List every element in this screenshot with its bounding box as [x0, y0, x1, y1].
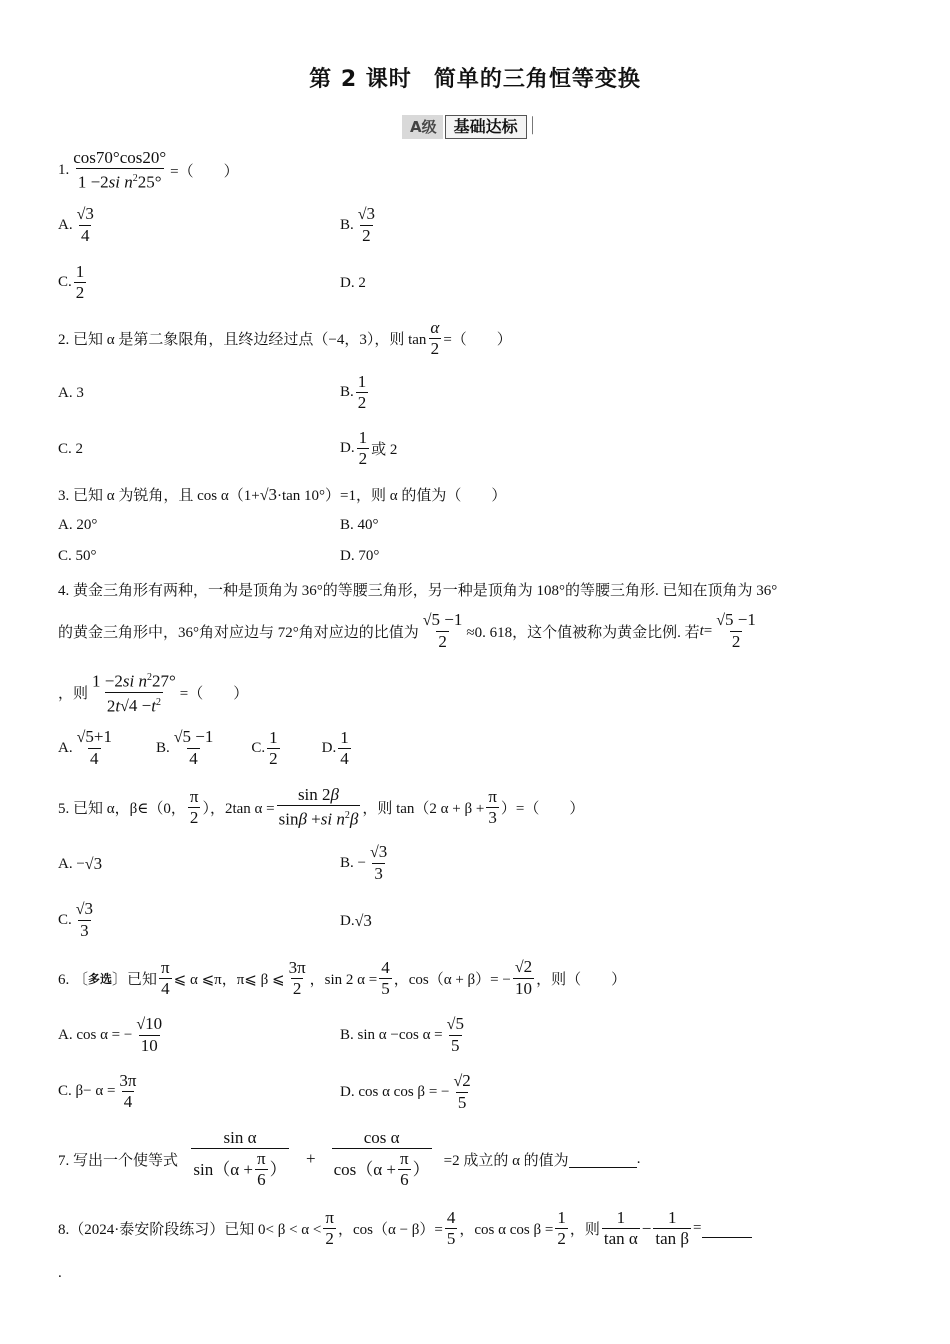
q4-b-den: 4 [189, 749, 198, 768]
q6-option-d [340, 1071, 475, 1113]
q4-t: t [699, 622, 704, 639]
q5-d-label: D. [340, 912, 355, 929]
q4-den-a: 2 [106, 696, 116, 716]
q6-b-rad: √ 5 [445, 1014, 466, 1035]
q5-d-rad: √ 3 [355, 911, 372, 931]
q4-num-sin: si n [122, 671, 147, 691]
q7-pre: 7. 写出一个使等式 [58, 1152, 179, 1169]
q6-s-den: 5 [381, 978, 390, 998]
q4-a-rad: √ 5 [77, 727, 94, 746]
q6-multi-select-tag: 多选 [88, 971, 113, 986]
q2-option-d [340, 428, 397, 469]
q7-f1-pi-den: 6 [257, 1170, 266, 1189]
q3-pre: 3. 已知 α 为锐角，且 cos α（1+ [58, 488, 260, 504]
q1-den-sup: 2 [132, 173, 138, 184]
q6-c-den: 4 [123, 1092, 133, 1111]
q6-b-frac [445, 1014, 466, 1056]
q4-main-frac [90, 668, 178, 717]
q4-d-label: D. [321, 739, 337, 756]
q4-b-minus: −1 [191, 727, 214, 746]
q4-d-frac [338, 728, 351, 769]
q1-a-rad: √ 3 [75, 204, 96, 225]
q5-den-beta: β [298, 809, 307, 829]
q5-pi-den: 2 [189, 807, 199, 827]
badge-label: 基础达标 [445, 115, 527, 139]
title-topic: 简单的三角恒等变换 [433, 67, 641, 92]
q8-a-num: 1 [616, 1208, 626, 1227]
q1-den-b: 25° [137, 172, 162, 192]
q1-denominator [76, 168, 164, 193]
q4-line2-mid: ≈0. 618，这个值被称为黄金比例. 若 [466, 624, 700, 641]
q7-f1-den [191, 1148, 288, 1190]
q5-b-den: 3 [374, 864, 383, 883]
q4-b-frac [172, 727, 216, 769]
question-8 [58, 1208, 752, 1249]
q8-b-num: 1 [667, 1208, 677, 1227]
q4-t-num [714, 610, 758, 631]
q5-pi-frac [188, 787, 201, 828]
q1-c-frac [74, 262, 87, 303]
q6-m3: ，cos（α + β）= − [393, 971, 511, 988]
q4-options [58, 727, 353, 769]
q5-c-label: C. [58, 911, 72, 928]
q6-d-rad: √ 2 [451, 1071, 472, 1092]
q4-line1: 4. 黄金三角形有两种，一种是顶角为 36°的等腰三角形，另一种是顶角为 108°的等腰三角形. 已知在顶角为 36° [58, 583, 778, 599]
q5-den-sin: si n [320, 809, 345, 829]
q8-c-num: 4 [446, 1208, 456, 1227]
page-title [0, 62, 950, 93]
q5-c-rad: √ 3 [74, 899, 95, 920]
question-4-line-3 [58, 668, 248, 717]
q5-b-frac [368, 842, 389, 884]
q6-m1: ⩽ α ⩽π，π⩽ β ⩽ [173, 971, 285, 988]
q8-m1: ，cos（α − β）= [337, 1222, 443, 1238]
q2-d-num: 1 [358, 428, 368, 447]
q1-a-den: 4 [80, 226, 90, 245]
q4-a-plus: +1 [93, 727, 112, 746]
q4-c-label: C. [251, 739, 266, 756]
q2-d-label: D. [340, 440, 355, 456]
q2-frac [428, 318, 441, 359]
q2-b-den: 2 [357, 393, 367, 412]
q2-d-den: 2 [358, 449, 368, 468]
q5-den-a: sin [278, 809, 299, 829]
question-2 [58, 318, 512, 359]
q5-tail: ）=（ ） [500, 800, 585, 817]
q8-a-den: tan α [603, 1229, 638, 1248]
q1-den-sin: si n [108, 172, 133, 192]
q3-d-label: D. 70° [340, 548, 380, 564]
q8-pre: 8.（2024·泰安阶段练习）已知 0< β < α < [58, 1222, 322, 1238]
q8-pi-frac [323, 1208, 336, 1249]
q1-number: 1. [58, 161, 70, 178]
q2-option-a [58, 385, 84, 402]
q8-eq: = [693, 1220, 702, 1236]
q4-den-t: t [115, 696, 121, 716]
q3-rad: √ 3 [260, 485, 277, 505]
q7-f1-den-b: ） [269, 1159, 287, 1179]
question-5 [58, 785, 584, 830]
q4-a-label: A. [58, 739, 73, 756]
q6-p4-num: π [161, 957, 170, 977]
q6-m2: ，sin 2 α = [309, 971, 378, 988]
q6-a-frac [134, 1014, 164, 1056]
q8-h-num: 1 [557, 1208, 566, 1227]
q7-f2-den [332, 1148, 432, 1190]
q7-f2-pi-num: π [400, 1149, 409, 1168]
q6-d-frac [451, 1071, 472, 1113]
q4-num-b: 27° [151, 671, 176, 691]
q4-d-num: 1 [340, 727, 349, 747]
q4-eq: = [703, 622, 713, 639]
q3-c-label: C. 50° [58, 548, 97, 564]
q1-option-c [58, 262, 88, 303]
q4-a-frac [75, 727, 114, 769]
q3-option-a [58, 517, 97, 534]
q6-tail: ，则（ ） [536, 971, 627, 988]
q2-option-c [58, 441, 83, 458]
q5-b-label: B. − [340, 854, 366, 871]
q5-pre: 5. 已知 α，β∈（0， [58, 800, 186, 817]
q7-answer-blank[interactable] [569, 1151, 637, 1168]
q1-c-label: C. [58, 274, 72, 290]
q7-f1-num: sin α [223, 1128, 257, 1147]
q1-c-num: 1 [75, 262, 85, 281]
q2-d-tail: 或 2 [371, 442, 398, 458]
q8-c-den: 5 [446, 1229, 456, 1248]
q2-b-num: 1 [357, 372, 367, 391]
q6-p4-den: 4 [161, 978, 170, 998]
q2-b-label: B. [340, 384, 354, 400]
q8-answer-blank[interactable] [702, 1219, 752, 1238]
q4-num-sup: 2 [146, 672, 152, 683]
q2-c-label: C. 2 [58, 441, 84, 457]
q7-frac-1 [180, 1128, 300, 1190]
q1-b-den: 2 [362, 226, 371, 245]
q6-p3-num: 3π [288, 957, 306, 977]
q6-pre: 〕已知 [112, 971, 158, 988]
q6-b-den: 5 [451, 1036, 460, 1055]
q6-a-den: 10 [140, 1036, 158, 1055]
q4-c-frac [267, 728, 280, 769]
q1-c-den: 2 [75, 283, 85, 302]
q4-line2-pre: 的黄金三角形中，36°角对应边与 72°角对应边的比值为 [58, 624, 419, 641]
q2-frac-den: 2 [430, 339, 440, 358]
q8-c-frac [445, 1208, 458, 1249]
q5-a-rad: √ 3 [85, 854, 102, 874]
q7-frac-2 [322, 1128, 442, 1190]
q8-end: . [58, 1265, 62, 1281]
q5-pi3-frac [486, 787, 499, 828]
q7-post: =2 成立的 α 的值为 [443, 1152, 569, 1169]
q2-option-b [340, 372, 370, 413]
q4-t-den: 2 [731, 632, 741, 651]
q8-b-frac [653, 1208, 691, 1249]
q4-ratio-frac [421, 610, 465, 652]
q5-den-sup: 2 [344, 810, 350, 821]
q5-b-rad: √ 3 [368, 842, 389, 863]
q5-main-frac [277, 785, 361, 830]
q6-a-rad: √ 10 [134, 1014, 164, 1035]
q4-main-den [105, 692, 163, 718]
q1-a-frac [75, 204, 96, 246]
q2-tail: =（ ） [443, 332, 512, 348]
q6-s-frac [379, 958, 392, 999]
q1-option-b [340, 204, 379, 246]
q8-m3: ，则 [569, 1222, 600, 1238]
q7-plus: + [306, 1149, 316, 1168]
q4-ratio-minus: −1 [440, 610, 463, 629]
question-4-line-1 [58, 579, 777, 600]
q2-d-frac [357, 428, 370, 469]
question-3 [58, 484, 506, 505]
q5-main-den [277, 805, 361, 830]
q6-c-num: 3π [119, 1071, 137, 1090]
q6-c-opt-frac [117, 1071, 138, 1112]
q4-t-rad: √ 5 [716, 610, 733, 629]
q4-line3-pre: ，则 [58, 686, 89, 703]
question-4-line-2 [58, 610, 760, 652]
q1-b-frac [356, 204, 377, 246]
q3-a-label: A. 20° [58, 517, 98, 533]
q7-end: . [636, 1150, 641, 1167]
q7-f2-pi-den: 6 [400, 1170, 409, 1189]
q7-f2-pi [398, 1149, 411, 1190]
q4-d-den: 4 [340, 748, 349, 768]
q4-t-frac [714, 610, 758, 652]
q4-num-a: 1 −2 [92, 671, 123, 691]
q4-t-minus: −1 [733, 610, 756, 629]
q1-den-a: 1 −2 [77, 172, 109, 192]
q5-option-c [58, 899, 97, 941]
q4-den-sup: 2 [155, 696, 161, 708]
q5-pi-num: π [189, 786, 199, 806]
q4-c-den: 2 [269, 748, 278, 768]
q6-c-label: C. β− α = [58, 1083, 116, 1099]
q4-b-label: B. [155, 739, 170, 756]
q1-option-a [58, 204, 98, 246]
q2-text: 2. 已知 α 是第二象限角，且终边经过点（−4，3），则 tan [58, 332, 427, 348]
q8-minus: − [641, 1218, 652, 1238]
q8-h-den: 2 [557, 1229, 566, 1248]
q6-p4-frac [159, 958, 172, 999]
q8-pi-num: π [325, 1208, 334, 1227]
q7-f2-den-b: ） [412, 1159, 430, 1179]
q7-f1-pi-num: π [257, 1149, 266, 1168]
q5-post: ，则 tan（2 α + β + [362, 800, 485, 817]
q5-option-a [58, 854, 102, 874]
q5-pi3-num: π [488, 786, 497, 806]
q8-end-line [58, 1265, 62, 1282]
q5-mid: ），2tan α = [202, 800, 275, 817]
q5-option-d [340, 911, 372, 931]
q3-b-label: B. 40° [340, 517, 379, 533]
q6-d-label: D. cos α cos β = − [340, 1083, 450, 1100]
level-badge [402, 114, 527, 140]
q5-f-num: sin 2 [297, 785, 331, 804]
q5-main-num [296, 785, 341, 805]
q6-option-a [58, 1014, 166, 1056]
q4-ratio-den: 2 [438, 632, 447, 651]
q8-h-frac [555, 1208, 568, 1249]
q4-ratio-num [421, 610, 465, 631]
q6-d-den: 5 [457, 1093, 467, 1112]
q1-b-label: B. [340, 216, 354, 233]
question-6 [58, 957, 626, 999]
q6-c-frac [513, 957, 534, 999]
q4-tail: =（ ） [179, 686, 249, 703]
q6-a-label: A. cos α = − [58, 1026, 133, 1043]
q6-p3-den: 2 [292, 978, 302, 998]
q8-a-frac [602, 1208, 640, 1249]
q5-pi3-den: 3 [488, 807, 497, 827]
q8-m2: ，cos α cos β = [459, 1222, 554, 1238]
q7-f2-num: cos α [363, 1128, 400, 1147]
q4-a-den: 4 [90, 749, 99, 768]
q1-a-label: A. [58, 216, 73, 233]
q4-b-num [172, 727, 216, 748]
q1-tail: =（ ） [170, 163, 239, 180]
q6-option-b [340, 1014, 468, 1056]
q4-ratio-rad: √ 5 [423, 610, 440, 629]
question-7 [58, 1128, 640, 1190]
q1-option-d [340, 275, 366, 292]
q7-f1-pi [255, 1149, 268, 1190]
q3-option-d [340, 548, 379, 565]
q4-a-num [75, 727, 114, 748]
q2-a-label: A. 3 [58, 385, 84, 401]
q8-b-den: tan β [655, 1229, 690, 1248]
q6-c-rad: √ 2 [513, 957, 534, 978]
q7-f2-den-a: cos（α + [333, 1159, 397, 1179]
q6-b-label: B. sin α −cos α = [340, 1026, 443, 1043]
q8-pi-den: 2 [325, 1229, 334, 1248]
q5-a-label: A. − [58, 855, 85, 872]
q7-f1-den-a: sin（α + [193, 1159, 254, 1179]
q3-option-b [340, 517, 379, 534]
question-1 [58, 148, 239, 193]
q5-f-beta: β [330, 785, 339, 804]
q5-c-frac [74, 899, 95, 941]
title-lesson: 第 2 课时 [309, 67, 412, 92]
q4-c-num: 1 [269, 727, 278, 747]
q1-d-label: D. 2 [340, 275, 366, 291]
q3-post: ·tan 10°）=1，则 α 的值为（ ） [276, 488, 507, 504]
q5-option-b [340, 842, 391, 884]
q1-numerator: cos70°cos20° [73, 148, 167, 167]
q3-option-c [58, 548, 97, 565]
q1-fraction [71, 148, 168, 193]
q1-b-rad: √ 3 [356, 204, 377, 225]
q5-den-beta2: β [349, 809, 359, 829]
q6-option-c [58, 1071, 141, 1112]
q2-b-frac [356, 372, 369, 413]
badge-level: A级 [402, 115, 443, 139]
q4-den-rad: √ 4 − [120, 696, 151, 715]
q5-den-b: + [306, 809, 321, 829]
q6-p3-frac [287, 958, 308, 999]
q6-s-num: 4 [381, 957, 390, 977]
q4-b-rad: √ 5 [174, 727, 191, 746]
q5-c-den: 3 [80, 921, 89, 940]
q6-c-den: 10 [515, 979, 532, 998]
q4-den-t2: t [151, 696, 156, 716]
q2-frac-num: α [430, 318, 440, 337]
q6-num: 6. 〔 [58, 971, 89, 988]
q4-main-num [90, 668, 178, 692]
